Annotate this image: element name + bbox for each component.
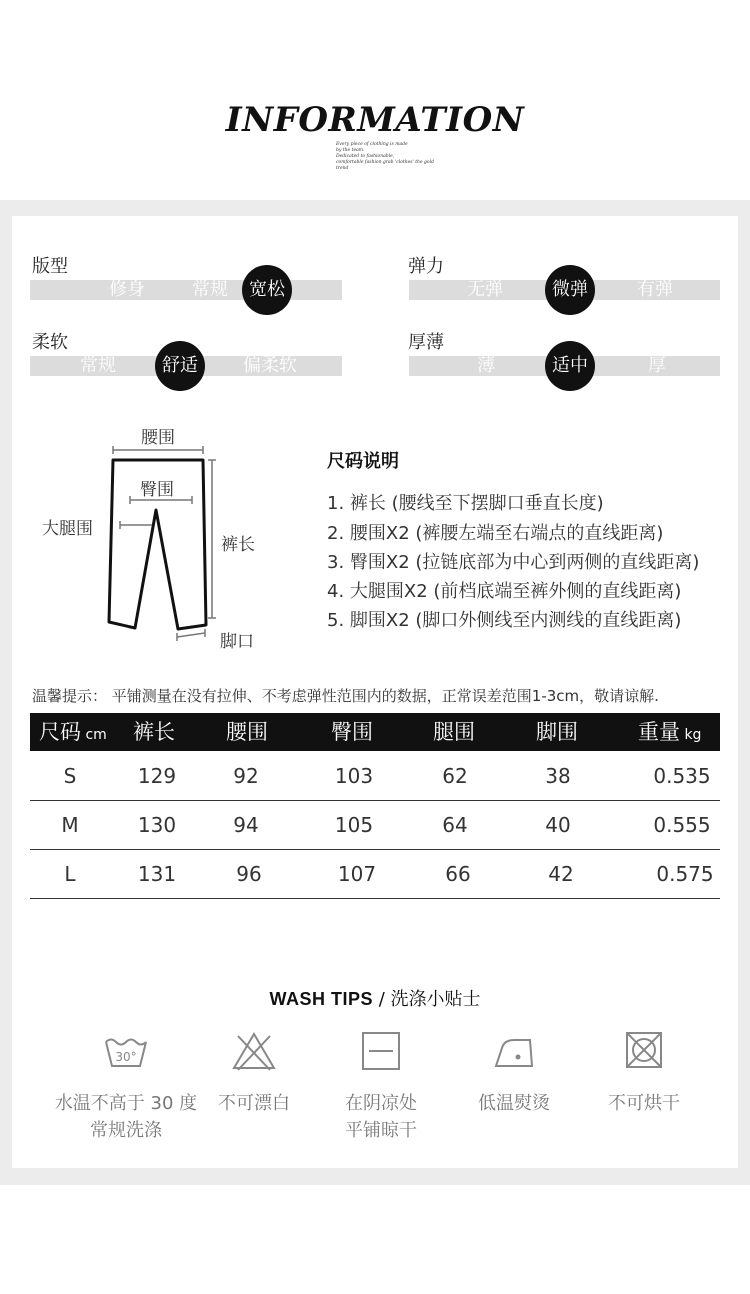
softness-scale	[30, 356, 342, 376]
pants-diagram	[100, 440, 230, 650]
wash-tips-title: WASH TIPS / 洗涤小贴士	[269, 989, 481, 1010]
elasticity-title: 弹力	[408, 256, 444, 277]
size-note-item: 3. 臀围X2 (拉链底部为中心到两侧的直线距离)	[327, 552, 700, 573]
header-hip: 臀围	[331, 720, 373, 744]
diagram-label-hem: 脚口	[220, 632, 254, 652]
wash-tip-text: 不可烘干	[608, 1093, 680, 1114]
wash-tip-text: 低温熨烫	[478, 1093, 550, 1114]
cell-waist: 94	[233, 813, 259, 837]
softness-title: 柔软	[32, 332, 68, 353]
softness-option-soft: 偏柔软	[243, 355, 297, 376]
cell-hem: 38	[545, 764, 571, 788]
wash-tip-text: 水温不高于 30 度 常规洗涤	[54, 1093, 198, 1141]
cell-hip: 105	[334, 813, 374, 837]
header-size: 尺码 cm	[39, 720, 107, 744]
header-hem: 脚围	[536, 720, 578, 744]
wash-tip-item	[569, 1030, 719, 1117]
header-length: 裤长	[133, 720, 175, 744]
cell-length: 130	[137, 813, 177, 837]
table-row	[30, 850, 720, 899]
cell-hip: 107	[337, 862, 377, 886]
fit-scale	[30, 280, 342, 300]
softness-option-regular: 常规	[80, 355, 116, 376]
cell-weight: 0.575	[656, 862, 714, 886]
cell-weight: 0.535	[653, 764, 711, 788]
cell-length: 129	[137, 764, 177, 788]
wash-tip-item	[306, 1030, 456, 1144]
elasticity-option-none: 无弹	[467, 279, 503, 300]
thickness-option-thick: 厚	[648, 355, 666, 376]
dry-flat-shade-icon	[357, 1030, 405, 1072]
cell-thigh: 66	[445, 862, 471, 886]
elasticity-option-high: 有弹	[637, 279, 673, 300]
size-note-item: 4. 大腿围X2 (前档底端至裤外侧的直线距离)	[327, 581, 682, 602]
fit-option-slim: 修身	[109, 279, 145, 300]
measurement-tip: 温馨提示： 平铺测量在没有拉伸、不考虑弹性范围内的数据，正常误差范围1-3cm，敬请谅解.	[32, 687, 659, 705]
cell-thigh: 64	[442, 813, 468, 837]
wash-tip-text: 不可漂白	[218, 1093, 290, 1114]
hem-measure-line	[177, 633, 205, 637]
cell-length: 131	[137, 862, 177, 886]
svg-text:30°: 30°	[115, 1050, 137, 1064]
table-row	[30, 801, 720, 850]
fit-title: 版型	[32, 256, 68, 277]
size-notes-title: 尺码说明	[327, 451, 399, 472]
diagram-label-waist: 腰围	[141, 428, 175, 448]
cell-hip: 103	[334, 764, 374, 788]
page-title: INFORMATION	[225, 100, 525, 140]
cell-waist: 92	[233, 764, 259, 788]
fit-option-regular: 常规	[192, 279, 228, 300]
diagram-label-thigh: 大腿围	[42, 519, 93, 539]
elasticity-scale	[409, 280, 720, 300]
cell-hem: 40	[545, 813, 571, 837]
wash-tip-text: 在阴凉处 平铺晾干	[345, 1093, 417, 1141]
cell-thigh: 62	[442, 764, 468, 788]
header-waist: 腰围	[226, 720, 268, 744]
diagram-label-length: 裤长	[221, 535, 255, 555]
cell-hem: 42	[548, 862, 574, 886]
cell-waist: 96	[236, 862, 262, 886]
softness-selected-badge: 舒适	[155, 341, 205, 391]
size-note-item: 5. 脚围X2 (脚口外侧线至内测线的直线距离)	[327, 610, 682, 631]
wash-30-icon	[102, 1030, 150, 1072]
size-note-item: 2. 腰围X2 (裤腰左端至右端点的直线距离)	[327, 523, 664, 544]
iron-low-icon	[490, 1030, 538, 1072]
cell-weight: 0.555	[653, 813, 711, 837]
cell-size: S	[63, 764, 77, 788]
table-row	[30, 752, 720, 801]
cell-size: L	[64, 862, 76, 886]
size-table-header	[30, 713, 720, 751]
thickness-option-thin: 薄	[477, 355, 495, 376]
thickness-scale	[409, 356, 720, 376]
elasticity-selected-badge: 微弹	[545, 265, 595, 315]
thickness-title: 厚薄	[408, 332, 444, 353]
cell-size: M	[61, 813, 79, 837]
header-thigh: 腿围	[433, 720, 475, 744]
header-weight: 重量 kg	[638, 720, 702, 744]
header-tagline: Every piece of clothing is made by the team. Dedicated to fashionable, comfortable fashion grab 'clothes' the gold trend	[336, 142, 434, 171]
no-tumble-dry-icon	[620, 1030, 668, 1072]
fit-selected-badge: 宽松	[242, 265, 292, 315]
no-bleach-icon	[230, 1030, 278, 1072]
diagram-label-hip: 臀围	[140, 480, 174, 500]
wash-tip-item	[439, 1030, 589, 1117]
thickness-selected-badge: 适中	[545, 341, 595, 391]
size-note-item: 1. 裤长 (腰线至下摆脚口垂直长度)	[327, 493, 604, 514]
